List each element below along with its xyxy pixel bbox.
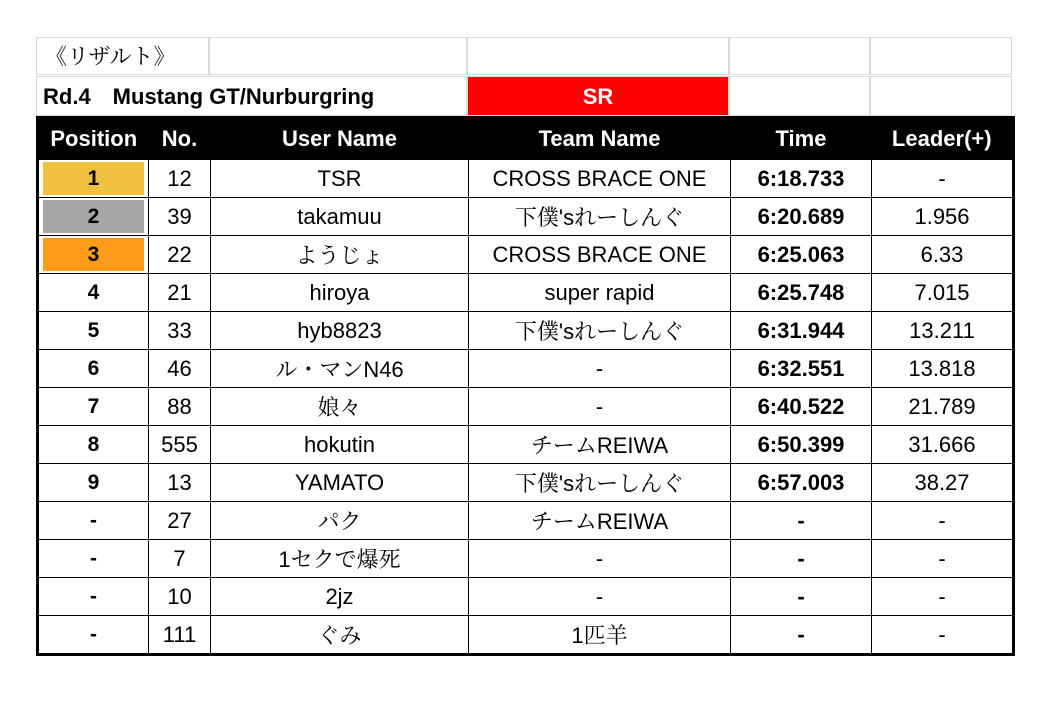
position-cell xyxy=(38,464,149,502)
time-cell: - xyxy=(731,578,872,616)
time-cell: - xyxy=(731,540,872,578)
time-cell: 6:40.522 xyxy=(731,388,872,426)
table-row xyxy=(38,616,1014,655)
position-cell xyxy=(38,274,149,312)
column-header-leader: Leader(+) xyxy=(872,118,1014,160)
team-name-cell: 1匹羊 xyxy=(469,616,731,655)
empty-cell xyxy=(870,37,1012,75)
empty-cell xyxy=(729,37,870,75)
position-badge: - xyxy=(90,623,97,646)
time-cell: 6:31.944 xyxy=(731,312,872,350)
team-name-cell: 下僕'sれーしんぐ xyxy=(469,198,731,236)
empty-cell xyxy=(467,37,729,75)
user-name-cell: hyb8823 xyxy=(211,312,469,350)
time-cell: - xyxy=(731,502,872,540)
car-number-cell: 88 xyxy=(149,388,211,426)
column-header-user: User Name xyxy=(211,118,469,160)
position-cell xyxy=(38,350,149,388)
team-name-cell: CROSS BRACE ONE xyxy=(469,236,731,274)
team-name-cell: - xyxy=(469,578,731,616)
position-cell xyxy=(38,388,149,426)
column-header-time: Time xyxy=(731,118,872,160)
position-badge: 4 xyxy=(87,281,100,304)
car-number-cell: 13 xyxy=(149,464,211,502)
team-name-cell: チームREIWA xyxy=(469,502,731,540)
table-row xyxy=(38,312,1014,350)
table-row xyxy=(38,540,1014,578)
leader-gap-cell: - xyxy=(872,578,1014,616)
leader-gap-cell: 1.956 xyxy=(872,198,1014,236)
position-badge: - xyxy=(90,509,97,532)
column-header-no: No. xyxy=(149,118,211,160)
position-cell xyxy=(38,578,149,616)
table-row xyxy=(38,236,1014,274)
leader-gap-cell: 21.789 xyxy=(872,388,1014,426)
user-name-cell: hiroya xyxy=(211,274,469,312)
position-badge: - xyxy=(90,547,97,570)
car-number-cell: 7 xyxy=(149,540,211,578)
table-row xyxy=(38,388,1014,426)
position-cell xyxy=(38,160,149,198)
position-cell xyxy=(38,312,149,350)
user-name-cell: 1セクで爆死 xyxy=(211,540,469,578)
time-cell: 6:25.748 xyxy=(731,274,872,312)
user-name-cell: パク xyxy=(211,502,469,540)
user-name-cell: ようじょ xyxy=(211,236,469,274)
time-cell: 6:18.733 xyxy=(731,160,872,198)
table-row xyxy=(38,350,1014,388)
team-name-cell: 下僕'sれーしんぐ xyxy=(469,464,731,502)
position-cell xyxy=(38,616,149,655)
user-name-cell: TSR xyxy=(211,160,469,198)
leader-gap-cell: 31.666 xyxy=(872,426,1014,464)
team-name-cell: チームREIWA xyxy=(469,426,731,464)
column-headers xyxy=(38,118,1014,160)
leader-gap-cell: 7.015 xyxy=(872,274,1014,312)
car-number-cell: 39 xyxy=(149,198,211,236)
empty-cell xyxy=(870,76,1012,116)
position-badge: 5 xyxy=(87,319,100,342)
leader-gap-cell: - xyxy=(872,502,1014,540)
round-row xyxy=(36,76,1012,116)
car-number-cell: 27 xyxy=(149,502,211,540)
user-name-cell: 2jz xyxy=(211,578,469,616)
leader-gap-cell: - xyxy=(872,616,1014,655)
table-row xyxy=(38,274,1014,312)
position-badge: - xyxy=(90,585,97,608)
team-name-cell: - xyxy=(469,388,731,426)
car-number-cell: 21 xyxy=(149,274,211,312)
car-number-cell: 22 xyxy=(149,236,211,274)
position-badge: 7 xyxy=(87,395,100,418)
team-name-cell: 下僕'sれーしんぐ xyxy=(469,312,731,350)
position-cell xyxy=(38,236,149,274)
column-header-position: Position xyxy=(38,118,149,160)
position-badge: 6 xyxy=(87,357,100,380)
table-row xyxy=(38,198,1014,236)
table-row xyxy=(38,464,1014,502)
position-badge: 9 xyxy=(87,471,100,494)
time-cell: 6:32.551 xyxy=(731,350,872,388)
class-badge: SR xyxy=(467,76,729,116)
leader-gap-cell: 13.211 xyxy=(872,312,1014,350)
user-name-cell: 娘々 xyxy=(211,388,469,426)
time-cell: 6:25.063 xyxy=(731,236,872,274)
time-cell: 6:50.399 xyxy=(731,426,872,464)
position-badge: 8 xyxy=(87,433,100,456)
car-number-cell: 33 xyxy=(149,312,211,350)
leader-gap-cell: 6.33 xyxy=(872,236,1014,274)
table-row xyxy=(38,426,1014,464)
result-label: 《リザルト》 xyxy=(36,37,209,75)
car-number-cell: 12 xyxy=(149,160,211,198)
leader-gap-cell: 13.818 xyxy=(872,350,1014,388)
position-badge: 3 xyxy=(43,238,144,271)
round-title: Rd.4 Mustang GT/Nurburgring xyxy=(36,76,467,116)
car-number-cell: 46 xyxy=(149,350,211,388)
leader-gap-cell: 38.27 xyxy=(872,464,1014,502)
time-cell: - xyxy=(731,616,872,655)
column-header-team: Team Name xyxy=(469,118,731,160)
empty-cell xyxy=(209,37,467,75)
user-name-cell: takamuu xyxy=(211,198,469,236)
position-badge: 2 xyxy=(43,200,144,233)
time-cell: 6:20.689 xyxy=(731,198,872,236)
user-name-cell: YAMATO xyxy=(211,464,469,502)
time-cell: 6:57.003 xyxy=(731,464,872,502)
empty-cell xyxy=(729,76,870,116)
position-cell xyxy=(38,540,149,578)
results-body xyxy=(38,160,1014,655)
user-name-cell: ル・マンN46 xyxy=(211,350,469,388)
position-cell xyxy=(38,502,149,540)
leader-gap-cell: - xyxy=(872,160,1014,198)
team-name-cell: - xyxy=(469,540,731,578)
results-sheet xyxy=(36,37,1012,656)
table-row xyxy=(38,502,1014,540)
header-row xyxy=(36,37,1012,76)
car-number-cell: 111 xyxy=(149,616,211,655)
car-number-cell: 10 xyxy=(149,578,211,616)
results-table xyxy=(36,116,1015,656)
table-row xyxy=(38,578,1014,616)
table-row xyxy=(38,160,1014,198)
position-badge: 1 xyxy=(43,162,144,195)
position-cell xyxy=(38,198,149,236)
team-name-cell: CROSS BRACE ONE xyxy=(469,160,731,198)
user-name-cell: hokutin xyxy=(211,426,469,464)
team-name-cell: super rapid xyxy=(469,274,731,312)
user-name-cell: ぐみ xyxy=(211,616,469,655)
team-name-cell: - xyxy=(469,350,731,388)
car-number-cell: 555 xyxy=(149,426,211,464)
position-cell xyxy=(38,426,149,464)
leader-gap-cell: - xyxy=(872,540,1014,578)
